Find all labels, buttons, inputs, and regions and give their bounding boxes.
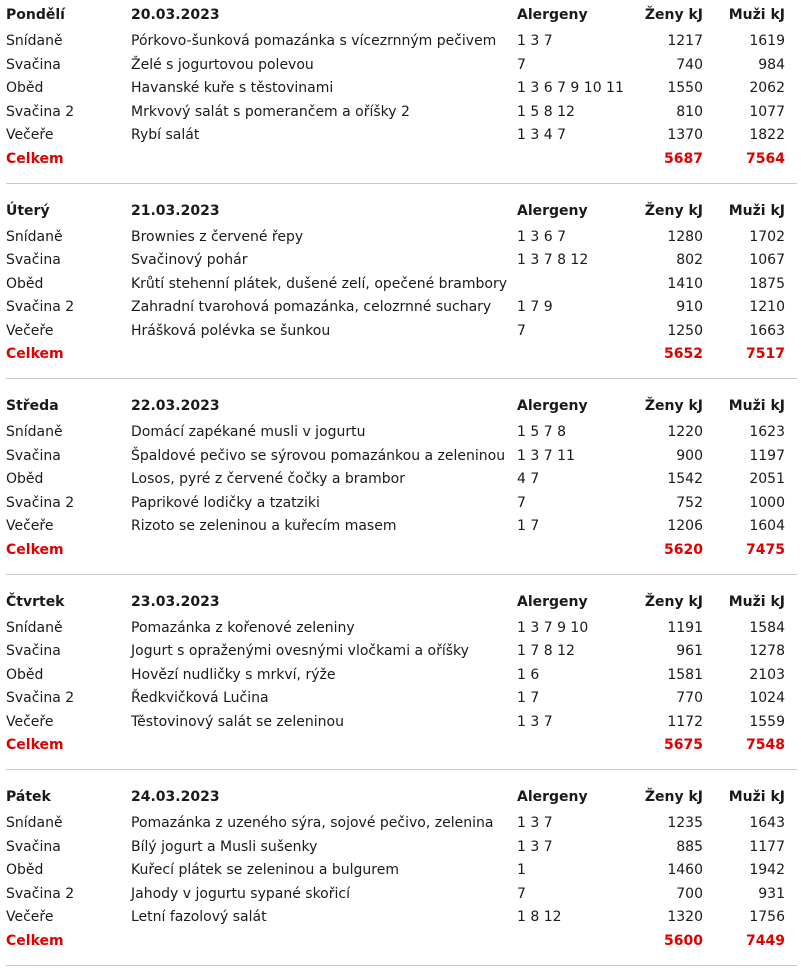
meal-row (0, 515, 801, 539)
day-section-wednesday (0, 391, 801, 587)
allergens-header: Alergeny (517, 7, 588, 23)
meal-allergens: 7 (517, 885, 526, 902)
day-name: Pondělí (6, 7, 65, 23)
meal-men-kj: 1756 (749, 909, 785, 925)
meal-men-kj: 984 (758, 56, 785, 73)
meal-row (0, 492, 801, 516)
meal-men-kj: 1197 (749, 447, 785, 464)
meal-row (0, 320, 801, 344)
meal-men-kj: 1822 (749, 127, 785, 143)
meal-label: Oběd (6, 275, 44, 292)
meal-row (0, 421, 801, 445)
meal-men-kj: 1702 (749, 228, 785, 245)
meal-row (0, 77, 801, 101)
meal-men-kj: 1067 (749, 252, 785, 268)
meal-dish: Těstovinový salát se zeleninou (131, 713, 344, 730)
meal-dish: Havanské kuře s těstovinami (131, 80, 334, 96)
day-name: Úterý (6, 202, 50, 219)
meal-men-kj: 1559 (749, 713, 785, 730)
meal-men-kj: 1619 (749, 33, 785, 49)
meal-dish: Pomazánka z uzeného sýra, sojové pečivo, zelenina (131, 815, 494, 831)
meal-label: Oběd (6, 862, 44, 878)
meal-women-kj: 1410 (667, 275, 703, 292)
meal-row (0, 54, 801, 78)
meal-row (0, 101, 801, 125)
meal-women-kj: 1542 (667, 471, 703, 487)
meal-women-kj: 1280 (667, 228, 703, 245)
meal-allergens: 1 8 12 (517, 909, 562, 925)
meal-allergens: 1 3 7 (517, 33, 553, 49)
meal-men-kj: 1942 (749, 862, 785, 878)
total-men-kj: 7517 (746, 346, 785, 362)
day-section-thursday (0, 587, 801, 783)
meal-men-kj: 1177 (749, 838, 785, 855)
day-section-friday (0, 782, 801, 978)
meal-dish: Pórkovo-šunková pomazánka s vícezrnným pečivem (131, 33, 497, 49)
men-kj-header: Muži kJ (728, 7, 785, 23)
women-kj-header: Ženy kJ (644, 398, 703, 414)
meal-label: Snídaně (6, 33, 63, 49)
day-date: 21.03.2023 (131, 202, 220, 219)
meal-row (0, 273, 801, 297)
meal-men-kj: 1278 (749, 643, 785, 659)
day-name: Středa (6, 398, 59, 414)
meal-dish: Paprikové lodičky a tzatziki (131, 494, 320, 511)
total-label: Celkem (6, 150, 64, 167)
men-kj-header: Muži kJ (728, 398, 785, 414)
meal-row (0, 687, 801, 711)
meal-women-kj: 1460 (667, 862, 703, 878)
meal-men-kj: 1604 (749, 518, 785, 534)
meal-men-kj: 1623 (749, 424, 785, 440)
day-header-row (0, 196, 801, 226)
meal-allergens: 1 7 (517, 690, 540, 706)
meal-men-kj: 2062 (749, 80, 785, 96)
meal-men-kj: 1643 (749, 815, 785, 831)
meal-allergens: 1 3 7 8 12 (517, 252, 589, 268)
meal-women-kj: 752 (676, 494, 703, 511)
meal-label: Svačina (6, 56, 61, 73)
meal-row (0, 883, 801, 907)
meal-women-kj: 1370 (667, 127, 703, 143)
meal-dish: Želé s jogurtovou polevou (131, 56, 314, 73)
meal-dish: Pomazánka z kořenové zeleniny (131, 619, 355, 636)
men-kj-header: Muži kJ (728, 789, 785, 805)
meal-allergens: 1 5 8 12 (517, 103, 575, 120)
meal-dish: Ředkvičková Lučina (131, 690, 269, 706)
meal-allergens: 1 7 (517, 518, 540, 534)
meal-label: Večeře (6, 322, 54, 339)
meal-allergens: 1 3 7 (517, 815, 553, 831)
meal-allergens: 1 3 7 11 (517, 447, 575, 464)
meal-women-kj: 1250 (667, 322, 703, 339)
meal-label: Snídaně (6, 228, 63, 245)
meal-dish: Rybí salát (131, 127, 200, 143)
meal-dish: Brownies z červené řepy (131, 228, 304, 245)
meal-dish: Kuřecí plátek se zeleninou a bulgurem (131, 862, 399, 878)
total-row (0, 930, 801, 954)
meal-label: Svačina 2 (6, 494, 75, 511)
meal-row (0, 30, 801, 54)
total-label: Celkem (6, 737, 64, 753)
meal-allergens: 1 3 6 7 9 10 11 (517, 80, 624, 96)
meal-label: Oběd (6, 471, 44, 487)
total-row (0, 148, 801, 172)
meal-women-kj: 1581 (667, 666, 703, 683)
meal-allergens: 4 7 (517, 471, 540, 487)
meal-allergens: 7 (517, 322, 526, 339)
meal-women-kj: 740 (676, 56, 703, 73)
meal-women-kj: 900 (676, 447, 703, 464)
meal-label: Oběd (6, 666, 44, 683)
meal-allergens: 1 3 7 9 10 (517, 619, 589, 636)
total-row (0, 734, 801, 758)
meal-label: Večeře (6, 518, 54, 534)
meal-label: Večeře (6, 127, 54, 143)
meal-row (0, 445, 801, 469)
meal-men-kj: 1210 (749, 299, 785, 315)
meal-women-kj: 810 (676, 103, 703, 120)
meal-allergens: 1 7 8 12 (517, 643, 575, 659)
meal-allergens: 1 5 7 8 (517, 424, 566, 440)
meal-dish: Svačinový pohár (131, 252, 248, 268)
meal-label: Snídaně (6, 619, 63, 636)
meal-allergens: 1 3 4 7 (517, 127, 566, 143)
meal-dish: Špaldové pečivo se sýrovou pomazánkou a zeleninou (131, 447, 506, 464)
meal-women-kj: 1550 (667, 80, 703, 96)
total-women-kj: 5600 (664, 932, 703, 949)
meal-label: Svačina 2 (6, 103, 75, 120)
women-kj-header: Ženy kJ (644, 7, 703, 23)
meal-men-kj: 1663 (749, 322, 785, 339)
meal-women-kj: 910 (676, 299, 703, 315)
meal-men-kj: 931 (758, 885, 785, 902)
total-label: Celkem (6, 932, 64, 949)
total-row (0, 343, 801, 367)
meal-women-kj: 1220 (667, 424, 703, 440)
meal-allergens: 1 3 7 (517, 838, 553, 855)
total-label: Celkem (6, 346, 64, 362)
meal-women-kj: 1191 (667, 619, 703, 636)
meal-row (0, 617, 801, 641)
meal-row (0, 711, 801, 735)
allergens-header: Alergeny (517, 593, 588, 610)
meal-women-kj: 1172 (667, 713, 703, 730)
total-women-kj: 5675 (664, 737, 703, 753)
meal-women-kj: 1320 (667, 909, 703, 925)
meal-allergens: 1 7 9 (517, 299, 553, 315)
meal-women-kj: 1235 (667, 815, 703, 831)
allergens-header: Alergeny (517, 789, 588, 805)
total-women-kj: 5652 (664, 346, 703, 362)
day-date: 23.03.2023 (131, 593, 220, 610)
meal-allergens: 7 (517, 56, 526, 73)
meal-allergens: 1 3 6 7 (517, 228, 566, 245)
meal-row (0, 836, 801, 860)
meal-dish: Hrášková polévka se šunkou (131, 322, 331, 339)
meal-women-kj: 961 (676, 643, 703, 659)
total-women-kj: 5620 (664, 541, 703, 558)
meal-dish: Hovězí nudličky s mrkví, rýže (131, 666, 336, 683)
meal-dish: Letní fazolový salát (131, 909, 267, 925)
meal-label: Svačina 2 (6, 299, 75, 315)
meal-dish: Jogurt s opraženými ovesnými vločkami a oříšky (131, 643, 469, 659)
meal-row (0, 124, 801, 148)
men-kj-header: Muži kJ (728, 593, 785, 610)
meal-label: Oběd (6, 80, 44, 96)
meal-women-kj: 885 (676, 838, 703, 855)
meal-label: Svačina 2 (6, 885, 75, 902)
meal-men-kj: 1000 (749, 494, 785, 511)
total-men-kj: 7449 (746, 932, 785, 949)
meal-men-kj: 1584 (749, 619, 785, 636)
meal-men-kj: 1077 (749, 103, 785, 120)
allergens-header: Alergeny (517, 202, 588, 219)
meal-row (0, 249, 801, 273)
meal-women-kj: 802 (676, 252, 703, 268)
total-men-kj: 7564 (746, 150, 785, 167)
meal-label: Svačina (6, 838, 61, 855)
meal-dish: Bílý jogurt a Musli sušenky (131, 838, 318, 855)
day-date: 22.03.2023 (131, 398, 220, 414)
meal-women-kj: 1206 (667, 518, 703, 534)
meal-label: Svačina 2 (6, 690, 75, 706)
meal-label: Svačina (6, 252, 61, 268)
meal-men-kj: 1024 (749, 690, 785, 706)
meal-row (0, 812, 801, 836)
meal-men-kj: 2051 (749, 471, 785, 487)
meal-dish: Mrkvový salát s pomerančem a oříšky 2 (131, 103, 410, 120)
day-header-row (0, 782, 801, 812)
day-date: 24.03.2023 (131, 789, 220, 805)
meal-row (0, 226, 801, 250)
women-kj-header: Ženy kJ (644, 789, 703, 805)
meal-women-kj: 1217 (667, 33, 703, 49)
meal-allergens: 1 6 (517, 666, 540, 683)
meal-label: Svačina (6, 643, 61, 659)
meal-label: Svačina (6, 447, 61, 464)
meal-dish: Zahradní tvarohová pomazánka, celozrnné suchary (131, 299, 492, 315)
meal-allergens: 1 3 7 (517, 713, 553, 730)
meal-row (0, 664, 801, 688)
meal-row (0, 296, 801, 320)
meal-dish: Krůtí stehenní plátek, dušené zelí, opečené brambory (131, 275, 507, 292)
meal-label: Snídaně (6, 815, 63, 831)
meal-dish: Rizoto se zeleninou a kuřecím masem (131, 518, 397, 534)
meal-men-kj: 1875 (749, 275, 785, 292)
meal-row (0, 859, 801, 883)
allergens-header: Alergeny (517, 398, 588, 414)
women-kj-header: Ženy kJ (644, 202, 703, 219)
total-row (0, 539, 801, 563)
meal-row (0, 640, 801, 664)
day-header-row (0, 391, 801, 421)
meal-women-kj: 700 (676, 885, 703, 902)
day-name: Čtvrtek (6, 593, 65, 610)
day-section-monday (0, 0, 801, 196)
meal-men-kj: 2103 (749, 666, 785, 683)
meal-row (0, 906, 801, 930)
meal-women-kj: 770 (676, 690, 703, 706)
women-kj-header: Ženy kJ (644, 593, 703, 610)
day-section-tuesday (0, 196, 801, 392)
day-date: 20.03.2023 (131, 7, 220, 23)
meal-label: Večeře (6, 713, 54, 730)
total-men-kj: 7475 (746, 541, 785, 558)
meal-label: Večeře (6, 909, 54, 925)
meal-allergens: 7 (517, 494, 526, 511)
total-men-kj: 7548 (746, 737, 785, 753)
meal-dish: Losos, pyré z červené čočky a brambor (131, 471, 405, 487)
day-header-row (0, 587, 801, 617)
day-header-row (0, 0, 801, 30)
total-label: Celkem (6, 541, 64, 558)
men-kj-header: Muži kJ (728, 202, 785, 219)
meal-dish: Domácí zapékané musli v jogurtu (131, 424, 366, 440)
total-women-kj: 5687 (664, 150, 703, 167)
meal-dish: Jahody v jogurtu sypané skořicí (131, 885, 350, 902)
meal-label: Snídaně (6, 424, 63, 440)
day-name: Pátek (6, 789, 51, 805)
meal-allergens: 1 (517, 862, 526, 878)
meal-row (0, 468, 801, 492)
